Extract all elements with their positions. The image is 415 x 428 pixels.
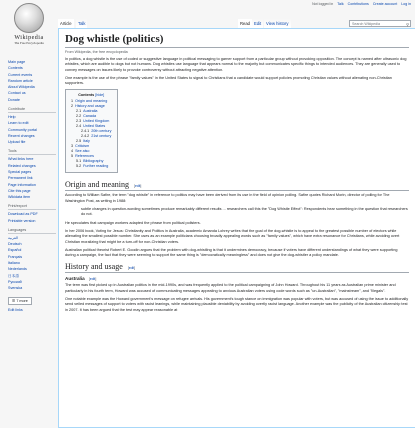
toc-entry-label: United States <box>83 124 106 129</box>
toc-entry-label: History and usage <box>75 104 105 109</box>
sidebar-language-item[interactable]: Deutsch <box>8 242 22 247</box>
sidebar-language-item[interactable]: 日本語 <box>8 273 20 278</box>
sidebar-language-item[interactable]: Русский <box>8 279 22 284</box>
tab-read[interactable]: Read <box>240 21 251 26</box>
toc-title-label: Contents <box>78 93 95 98</box>
toc-entry-number: 1 <box>71 99 74 104</box>
sidebar-nav-item[interactable]: Contact us <box>8 91 26 96</box>
heading-history-and-usage <box>65 262 409 273</box>
toc-entry-number: 2.5 <box>76 139 82 144</box>
more-languages-button[interactable]: ☰ 7 more <box>8 297 32 305</box>
toc-entry-number: 2.2 <box>76 114 82 119</box>
toc-entry-label: United Kingdom <box>83 119 110 124</box>
toc-entry-label: Australia <box>83 109 98 114</box>
tab-edit[interactable]: Edit <box>254 21 262 26</box>
heading-origin-label: Origin and meaning <box>65 180 129 190</box>
sidebar-tools-item[interactable]: Related changes <box>8 163 36 168</box>
sidebar-tools-item[interactable]: Wikidata item <box>8 195 31 200</box>
toc-entry-number: 4 <box>71 149 74 154</box>
sidebar-contribute-item[interactable]: Community portal <box>8 127 37 132</box>
sidebar-heading-print: Print/export <box>8 204 56 210</box>
tab-view-history[interactable]: View history <box>266 21 289 26</box>
section-edit-origin: [edit] <box>133 184 142 189</box>
edit-australia-link[interactable]: edit <box>89 277 96 282</box>
sidebar-nav-item[interactable]: Main page <box>8 60 26 64</box>
edit-origin-link[interactable]: edit <box>134 184 141 189</box>
from-wikipedia-tagline: From Wikipedia, the free encyclopedia <box>65 50 128 54</box>
section-edit-australia: [edit] <box>88 277 97 282</box>
toc-entry-label: Bibliography <box>83 159 104 164</box>
toc-entry-label: Criticism <box>75 144 90 149</box>
toc-entry-number: 2.1 <box>76 109 82 114</box>
globe-icon <box>14 3 44 33</box>
toc-entry-label: 21st century <box>91 134 112 139</box>
sidebar-nav-item[interactable]: Random article <box>8 78 33 83</box>
toc-entry-number: 2.3 <box>76 119 82 124</box>
sidebar-nav-item[interactable]: Contents <box>8 66 23 71</box>
more-languages-label: 7 more <box>16 298 28 303</box>
sidebar-contribute-item[interactable]: Learn to edit <box>8 121 29 126</box>
australia-paragraph-1: The term was first picked up in Australian politics in the mid-1990s, and was frequently applied to the political campaigning of John Howard. Throughout his 11 years as Australian prime minister and particularly in his fourth term, Howard was accused of communicating messages appealing to anxious Australian voters using code words such as "un-Australian", "mainstream", and "illegals". <box>65 283 396 293</box>
intro-paragraph-2: One example is the use of the phrase "family values" in the United States to signal to Christians that a candidate would support policies promoting Christian values without alienating non-Christian supporters. <box>65 75 392 86</box>
talk-link[interactable]: Talk <box>337 2 344 6</box>
toc-entry-number: 2.4.2 <box>81 134 90 139</box>
sidebar-contribute-item[interactable]: Help <box>8 114 16 119</box>
sidebar-language-item[interactable]: Español <box>8 248 22 253</box>
personal-tools <box>309 2 411 6</box>
search-icon[interactable]: ⚲ <box>406 22 409 27</box>
origin-quote: subtle changes in question-wording sometimes produce remarkably different results ... researchers call this the "Dog Whistle Effect": Respondents hear something in the question that researchers do not. <box>81 207 408 217</box>
sidebar-nav-item[interactable]: About Wikipedia <box>8 85 35 90</box>
sidebar-contribute-item[interactable]: Recent changes <box>8 133 35 138</box>
sidebar-navigation <box>8 60 56 102</box>
logo-tagline: The Free Encyclopedia <box>14 41 44 45</box>
sidebar-language-item[interactable]: العربية <box>8 235 19 240</box>
toc-hide-toggle[interactable]: [hide] <box>95 93 105 98</box>
heading-australia-label: Australia <box>65 276 85 282</box>
tab-article[interactable]: Article <box>60 21 72 26</box>
sidebar-print <box>8 212 56 223</box>
search-placeholder: Search Wikipedia <box>352 22 380 26</box>
page-title: Dog whistle (politics) <box>65 32 409 48</box>
toc-entry-number: 5.2 <box>76 164 82 169</box>
sidebar-heading-languages: Languages <box>8 228 56 234</box>
origin-paragraph-2: He speculates that campaign workers adapted the phrase from political pollsters. <box>65 220 201 225</box>
table-of-contents <box>65 89 118 173</box>
sidebar-tools-item[interactable]: Special pages <box>8 169 32 174</box>
sidebar-language-item[interactable]: Français <box>8 254 23 259</box>
toc-entries <box>71 99 112 169</box>
sidebar-print-item[interactable]: Download as PDF <box>8 212 38 217</box>
tab-talk[interactable]: Talk <box>78 21 86 26</box>
toc-entry-number: 2.4.1 <box>81 129 90 134</box>
origin-paragraph-1: According to William Safire, the term "dog whistle" in reference to politics may have been derived from its use in the field of opinion polling. Safire quotes Richard Morin, director of polling for The Washington Post, as writing in 1988: <box>65 193 390 203</box>
sidebar-print-item[interactable]: Printable version <box>8 218 36 223</box>
sidebar-tools <box>8 157 56 199</box>
toc-entry-label: Canada <box>83 114 97 119</box>
sidebar <box>8 60 56 314</box>
toc-entry-label: Origin and meaning <box>75 99 108 104</box>
origin-paragraph-4: Australian political theorist Robert E. Goodin argues that the problem with dog-whistling is that it undermines democracy, because if voters have different understandings of what they were supporting during a campaign, the fact that they were seeming to support the same thing is "democratically meaningless" and does not give the dog-whistler a policy mandate. <box>65 247 398 258</box>
sidebar-tools-item[interactable]: Page information <box>8 182 36 187</box>
log-in-link[interactable]: Log in <box>401 2 411 6</box>
toc-entry-label: 20th century <box>91 129 112 134</box>
sidebar-heading-tools: Tools <box>8 149 56 155</box>
heading-australia <box>65 276 409 281</box>
heading-history-label: History and usage <box>65 262 123 272</box>
heading-origin-and-meaning <box>65 180 409 191</box>
toc-entry-label: References <box>75 154 94 159</box>
main-content <box>58 28 415 428</box>
toc-entry[interactable] <box>71 164 112 169</box>
toc-entry-number: 5 <box>71 154 74 159</box>
toc-entry-number: 2.4 <box>76 124 82 129</box>
create-account-link[interactable]: Create account <box>372 2 398 6</box>
sidebar-language-item[interactable]: Svenska <box>8 286 23 291</box>
sidebar-tools-item[interactable]: Cite this page <box>8 188 31 193</box>
sidebar-language-item[interactable]: Italiano <box>8 261 20 266</box>
sidebar-tools-item[interactable]: What links here <box>8 157 34 162</box>
origin-paragraph-3: In her 2006 book, Voting for Jesus: Christianity and Politics in Australia, academic Amanda Lohrey writes that the goal of the dog-whistle is to appeal to the greatest possible number of electors while alienating the smallest possible number. She uses as an example politicians choosing broadly appealing words such as "family values", which have extra resonance for Christians, while avoiding overt Christian moralizing that might be a turn-off for non-Christian voters. <box>65 228 400 244</box>
page-tabs <box>58 17 413 28</box>
toc-entry-label: See also <box>75 149 90 154</box>
sidebar-language-item[interactable]: Nederlands <box>8 267 27 272</box>
section-edit-history: [edit] <box>127 266 136 271</box>
contributions-link[interactable]: Contributions <box>347 2 369 6</box>
sidebar-nav-item[interactable]: Donate <box>8 97 20 102</box>
sidebar-tools-item[interactable]: Permanent link <box>8 176 33 181</box>
australia-paragraph-2: One notable example was the Howard government's message on refugee arrivals. His government's tough stance on immigration was popular with voters, but was accused of using the issue to additionally send veiled messages of support to voters with racist leanings, while maintaining plausible deniability by avoiding overtly racist language. Another example was the publicity of the Australian citizenship test in 2007. It has been argued that the test may appear reasonable at <box>65 297 409 312</box>
toc-entry-number: 3 <box>71 144 74 149</box>
sidebar-contribute <box>8 115 56 144</box>
edit-history-link[interactable]: edit <box>128 266 135 271</box>
edit-links-link[interactable]: Edit links <box>8 307 23 312</box>
search-input[interactable] <box>349 20 411 27</box>
logo-wordmark: Wikipedia <box>14 35 44 41</box>
toc-entry-number: 5.1 <box>76 159 82 164</box>
sidebar-contribute-item[interactable]: Upload file <box>8 140 26 145</box>
toc-title <box>71 93 112 97</box>
not-logged-in-label: Not logged in <box>312 2 334 6</box>
wikipedia-logo[interactable] <box>4 3 54 53</box>
sidebar-heading-contribute: Contribute <box>8 107 56 113</box>
toc-entry-label: Further reading <box>83 164 109 169</box>
toc-entry-label: Italy <box>83 139 90 144</box>
intro-paragraph-1: In politics, a dog whistle is the use of coded or suggestive language in political messaging to garner support from a particular group without provoking opposition. The concept is named after ultrasonic dog whistles, which are audible to dogs but not humans. Dog whistles use language that appears normal to the majority but communicates specific things to intended audiences. They are generally used to convey messages on issues likely to provoke controversy without attracting negative attention. <box>65 57 407 72</box>
sidebar-nav-item[interactable]: Current events <box>8 72 33 77</box>
sidebar-languages <box>8 236 56 291</box>
toc-entry-number: 2 <box>71 104 74 109</box>
